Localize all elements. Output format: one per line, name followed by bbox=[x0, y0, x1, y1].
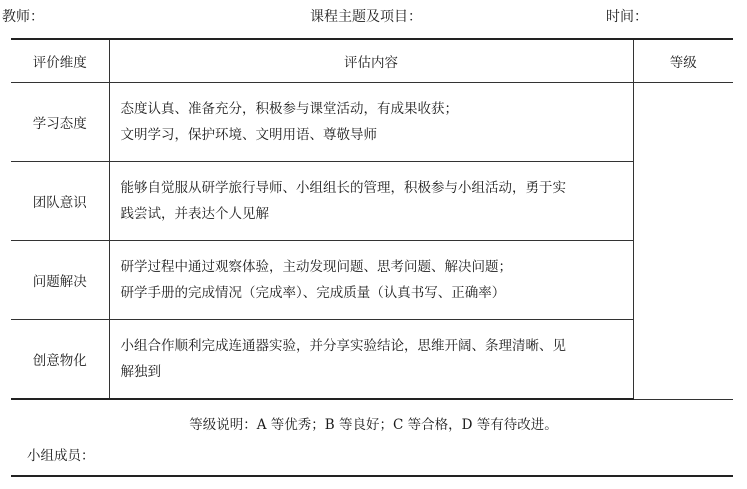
table-row bbox=[11, 162, 733, 241]
table-header-row bbox=[11, 39, 733, 83]
table-row bbox=[11, 83, 733, 162]
content-line: 解独到 bbox=[120, 364, 161, 380]
content-line: 态度认真、准备充分，积极参与课堂活动，有成果收获； bbox=[120, 101, 458, 117]
column-header-content: 评估内容 bbox=[109, 39, 633, 83]
content-line: 文明学习，保护环境、文明用语、尊敬导师 bbox=[120, 127, 377, 143]
dimension-cell: 创意物化 bbox=[11, 320, 109, 400]
content-line: 研学过程中通过观察体验，主动发现问题、思考问题、解决问题； bbox=[120, 259, 512, 275]
bottom-divider bbox=[11, 475, 733, 477]
content-line: 践尝试，并表达个人见解 bbox=[120, 206, 269, 222]
teacher-label: 教师： bbox=[2, 9, 44, 25]
dimension-cell: 问题解决 bbox=[11, 241, 109, 320]
content-cell bbox=[109, 83, 633, 162]
form-header bbox=[0, 6, 747, 26]
table-row bbox=[11, 320, 733, 400]
content-line: 研学手册的完成情况（完成率）、完成质量（认真书写、正确率） bbox=[120, 285, 506, 301]
column-header-grade: 等级 bbox=[633, 39, 733, 83]
grade-legend-note: 等级说明：A 等优秀；B 等良好；C 等合格，D 等有待改进。 bbox=[189, 417, 558, 433]
content-cell bbox=[109, 162, 633, 241]
grade-cell bbox=[633, 83, 733, 400]
time-label: 时间： bbox=[606, 9, 648, 25]
group-members-label: 小组成员： bbox=[27, 448, 95, 464]
dimension-cell: 团队意识 bbox=[11, 162, 109, 241]
table-row bbox=[11, 241, 733, 320]
content-line: 能够自觉服从研学旅行导师、小组组长的管理，积极参与小组活动，勇于实 bbox=[120, 180, 566, 196]
topic-label: 课程主题及项目： bbox=[310, 9, 422, 25]
evaluation-table bbox=[11, 38, 733, 400]
content-cell bbox=[109, 241, 633, 320]
dimension-cell: 学习态度 bbox=[11, 83, 109, 162]
column-header-dimension: 评价维度 bbox=[11, 39, 109, 83]
content-cell bbox=[109, 320, 633, 400]
content-line: 小组合作顺利完成连通器实验，并分享实验结论，思维开阔、条理清晰、见 bbox=[120, 338, 566, 354]
